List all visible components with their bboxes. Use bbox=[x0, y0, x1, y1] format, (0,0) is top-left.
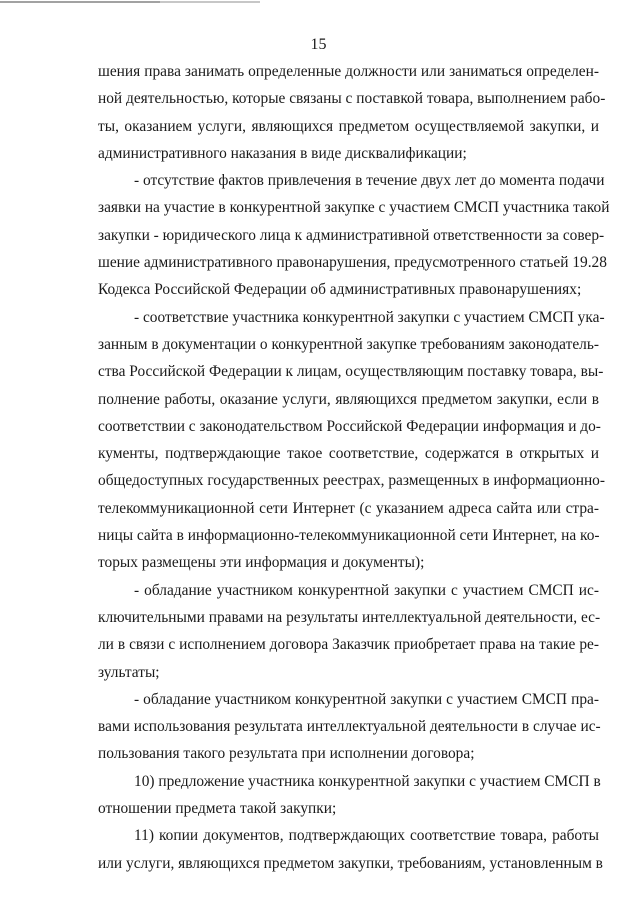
text-line: заявки на участие в конкурентной закупке с участием СМСП участника такой bbox=[98, 199, 610, 217]
text-line: зультаты; bbox=[98, 663, 160, 681]
text-line: кументы, подтверждающие такое соответствие, содержатся в открытых и bbox=[98, 445, 599, 463]
top-edge-rule bbox=[0, 1, 330, 3]
text-line: 11) копии документов, подтверждающих соответствие товара, работы bbox=[134, 827, 599, 845]
text-line: ключительными правами на результаты интеллектуальной деятельности, ес- bbox=[98, 608, 601, 626]
text-line: - обладание участником конкурентной закупки с участием СМСП ис- bbox=[134, 581, 599, 599]
text-line: общедоступных государственных реестрах, размещенных в информационно- bbox=[98, 472, 606, 490]
body-text bbox=[98, 58, 610, 877]
document-body bbox=[98, 58, 610, 877]
text-line: полнение работы, оказание услуги, являющихся предметом закупки, если в bbox=[98, 390, 599, 408]
page-number: 15 bbox=[310, 36, 327, 53]
text-line: телекоммуникационной сети Интернет (с указанием адреса сайта или стра- bbox=[98, 499, 599, 517]
text-line: - отсутствие фактов привлечения в течение двух лет до момента подачи bbox=[134, 172, 605, 190]
text-line: ты, оказанием услуги, являющихся предметом осуществляемой закупки, и bbox=[98, 117, 599, 135]
text-line: занным в документации о конкурентной закупке требованиям законодатель- bbox=[98, 335, 599, 353]
text-line: шения права занимать определенные должности или заниматься определен- bbox=[98, 63, 599, 80]
text-line: закупки - юридического лица к административной ответственности за совер- bbox=[98, 226, 605, 244]
text-line: шение административного правонарушения, предусмотренного статьей 19.28 bbox=[98, 254, 607, 272]
text-line: отношении предмета такой закупки; bbox=[98, 800, 337, 818]
text-line: или услуги, являющихся предметом закупки, требованиям, установленным в bbox=[98, 854, 603, 872]
text-line: - соответствие участника конкурентной закупки с участием СМСП ука- bbox=[134, 308, 605, 326]
text-line: административного наказания в виде дисквалификации; bbox=[98, 144, 467, 162]
text-line: ной деятельностью, которые связаны с поставкой товара, выполнением рабо- bbox=[98, 90, 606, 108]
text-line: торых размещены эти информация и документы); bbox=[98, 554, 425, 572]
text-line: пользования такого результата при исполнении договора; bbox=[98, 745, 475, 763]
text-line: ства Российской Федерации к лицам, осуществляющим поставку товара, вы- bbox=[98, 363, 604, 381]
text-line: ницы сайта в информационно-телекоммуникационной сети Интернет, на ко- bbox=[98, 527, 600, 545]
text-line: Кодекса Российской Федерации об административных правонарушениях; bbox=[98, 281, 582, 299]
text-line: - обладание участником конкурентной закупки с участием СМСП пра- bbox=[134, 690, 599, 708]
text-line: ли в связи с исполнением договора Заказчик приобретает права на такие ре- bbox=[98, 636, 599, 654]
text-line: 10) предложение участника конкурентной закупки с участием СМСП в bbox=[134, 772, 601, 790]
text-line: соответствии с законодательством Российской Федерации информация и до- bbox=[98, 417, 601, 435]
text-line: вами использования результата интеллектуальной деятельности в случае ис- bbox=[98, 718, 601, 736]
